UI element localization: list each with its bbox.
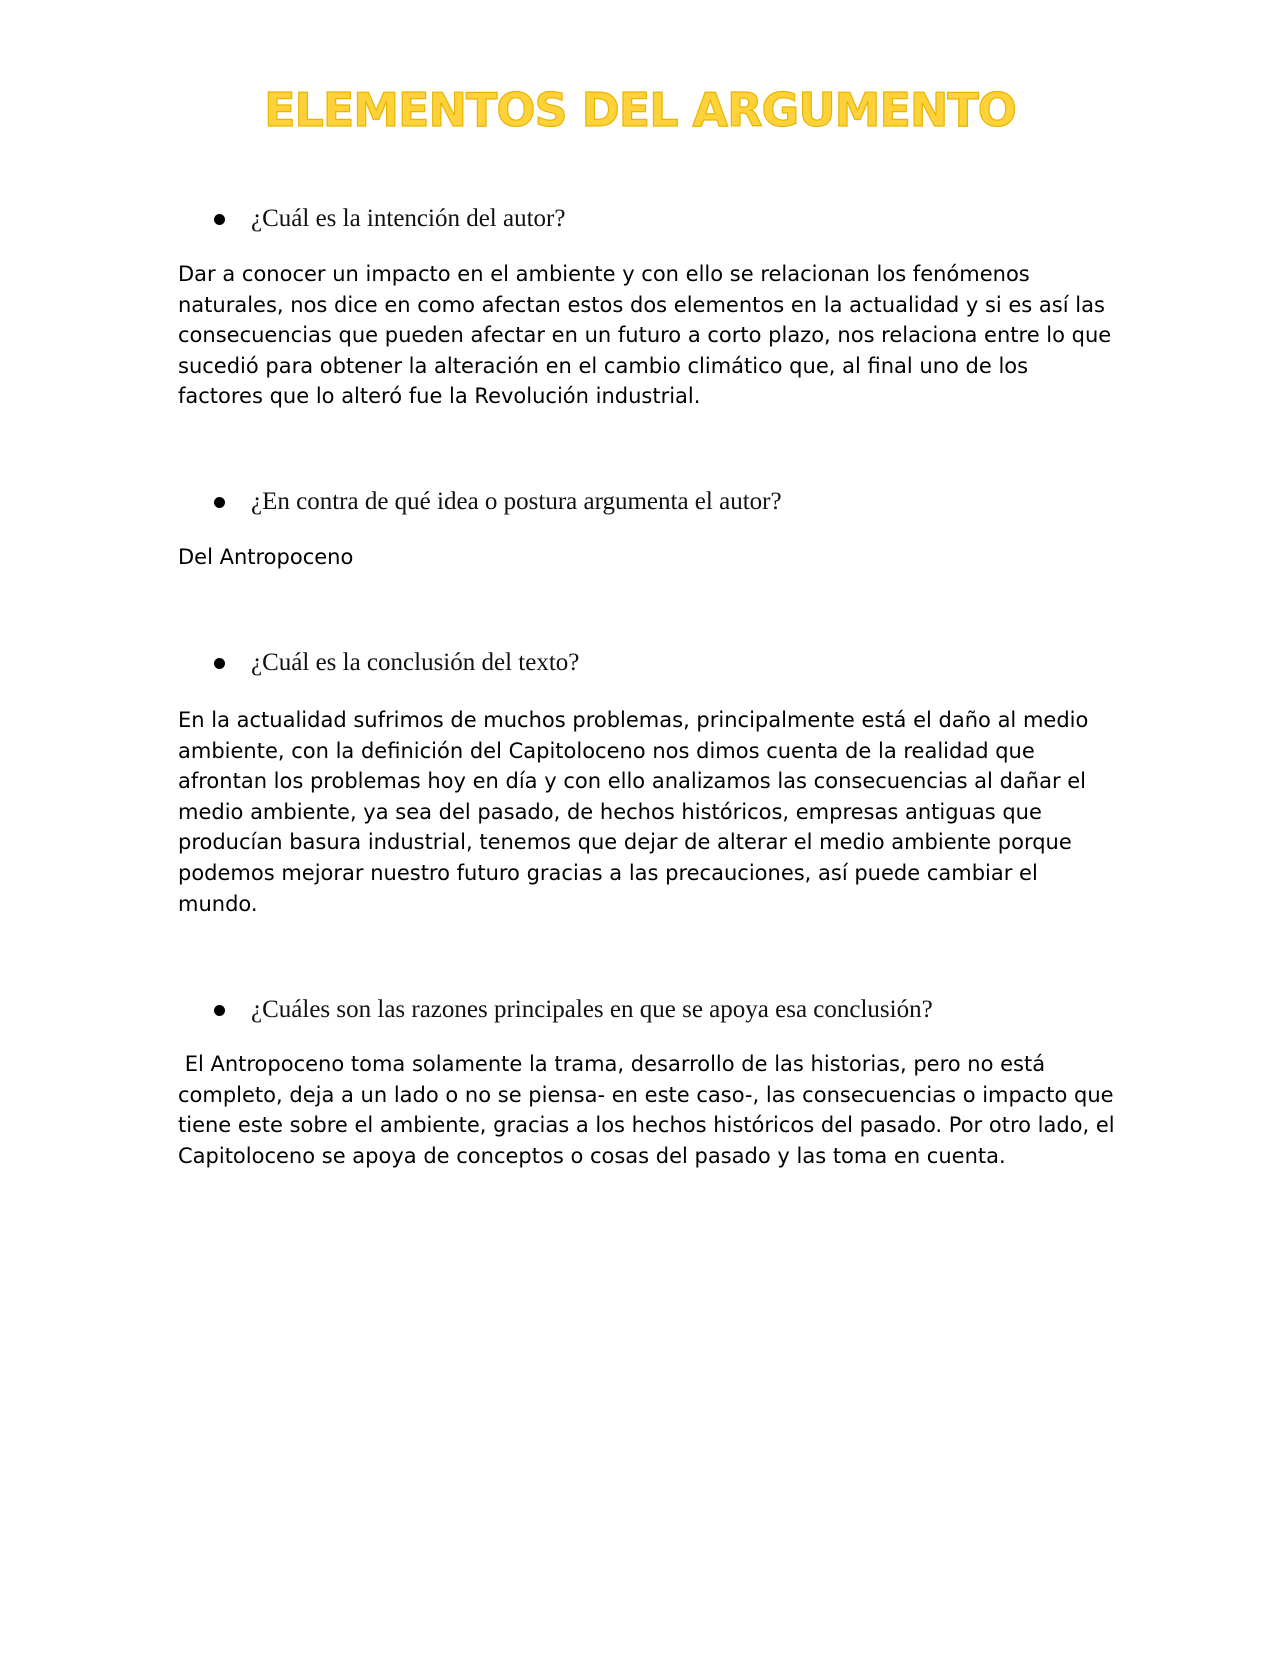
- question-text: ¿Cuáles son las razones principales en que se apoya esa conclusión?: [251, 996, 933, 1023]
- answer-paragraph: En la actualidad sufrimos de muchos problemas, principalmente está el daño al medio ambiente, con la definición del Capitoloceno nos dimos cuenta de la realidad que afrontan los problemas hoy en día y con ello analizamos las consecuencias al dañar el medio ambiente, ya sea del pasado, de hechos históricos, empresas antiguas que producían basura industrial, tenemos que dejar de alterar el medio ambiente porque podemos mejorar nuestro futuro gracias a las precauciones, así puede cambiar el mundo.: [178, 708, 1089, 916]
- question-item: [214, 486, 782, 518]
- bullet-icon: [214, 658, 225, 669]
- answer-paragraph: El Antropoceno toma solamente la trama, desarrollo de las historias, pero no está completo, deja a un lado o no se piensa- en este caso-, las consecuencias o impacto que tiene este sobre el ambiente, gracias a los hechos históricos del pasado. Por otro lado, el Capitoloceno se apoya de conceptos o cosas del pasado y las toma en cuenta.: [178, 1052, 1122, 1168]
- question-text: ¿Cuál es la intención del autor?: [251, 205, 566, 232]
- bullet-icon: [214, 497, 225, 508]
- bullet-icon: [214, 214, 225, 225]
- bullet-icon: [214, 1005, 225, 1016]
- question-item: [214, 203, 565, 235]
- question-text: ¿En contra de qué idea o postura argumenta el autor?: [251, 488, 782, 515]
- answer-paragraph: Del Antropoceno: [178, 545, 354, 569]
- question-item: [214, 994, 933, 1026]
- question-item: [214, 647, 579, 679]
- question-text: ¿Cuál es la conclusión del texto?: [251, 649, 580, 676]
- answer-paragraph: Dar a conocer un impacto en el ambiente y con ello se relacionan los fenómenos naturales, nos dice en como afectan estos dos elementos en la actualidad y si es así las consecuencias que pueden afectar en un futuro a corto plazo, nos relaciona entre lo que sucedió para obtener la alteración en el cambio climático que, al final uno de los factores que lo alteró fue la Revolución industrial.: [178, 262, 1112, 409]
- page-title: ELEMENTOS DEL ARGUMENTO: [264, 83, 1016, 137]
